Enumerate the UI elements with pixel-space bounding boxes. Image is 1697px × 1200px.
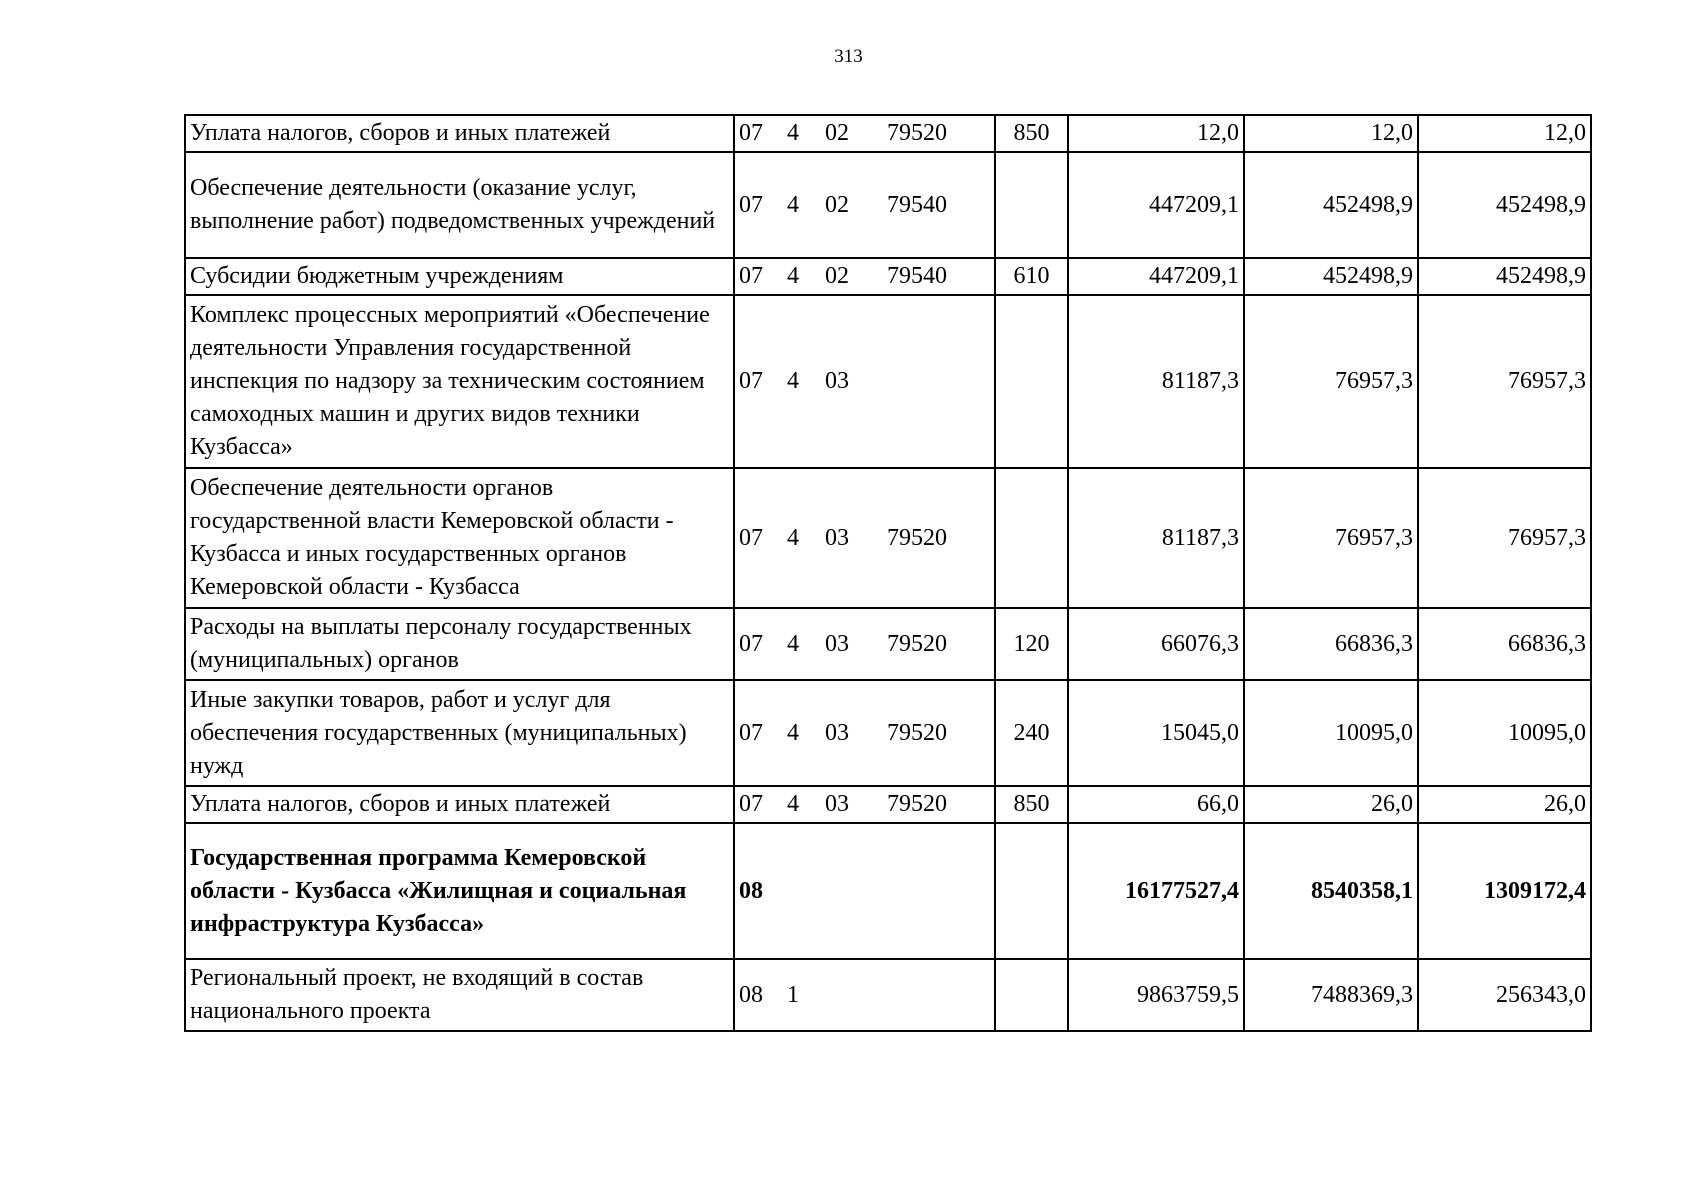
row-amount-1: 447209,1 (1068, 152, 1244, 258)
row-code: 07 4 03 79520 (734, 680, 995, 786)
table-row (185, 258, 1591, 295)
row-code: 07 4 02 79520 (734, 115, 995, 152)
row-amount-2: 26,0 (1244, 786, 1418, 823)
row-code: 08 (734, 823, 995, 959)
row-name: Расходы на выплаты персоналу государственных (муниципальных) органов (185, 608, 734, 680)
row-amount-3: 76957,3 (1418, 295, 1591, 468)
row-amount-1: 447209,1 (1068, 258, 1244, 295)
row-name: Региональный проект, не входящий в состав национального проекта (185, 959, 734, 1031)
table-row (185, 152, 1591, 258)
row-amount-2: 10095,0 (1244, 680, 1418, 786)
row-amount-1: 16177527,4 (1068, 823, 1244, 959)
row-amount-3: 452498,9 (1418, 258, 1591, 295)
row-amount-1: 81187,3 (1068, 468, 1244, 608)
page-number: 313 (834, 46, 863, 67)
row-amount-3: 452498,9 (1418, 152, 1591, 258)
row-expense-type: 240 (995, 680, 1068, 786)
row-expense-type (995, 468, 1068, 608)
table-row (185, 786, 1591, 823)
row-amount-2: 66836,3 (1244, 608, 1418, 680)
row-amount-2: 452498,9 (1244, 258, 1418, 295)
row-amount-1: 66,0 (1068, 786, 1244, 823)
table-row (185, 959, 1591, 1031)
row-amount-1: 12,0 (1068, 115, 1244, 152)
row-expense-type: 610 (995, 258, 1068, 295)
table-row (185, 115, 1591, 152)
row-code: 07 4 02 79540 (734, 258, 995, 295)
row-amount-3: 26,0 (1418, 786, 1591, 823)
row-code: 08 1 (734, 959, 995, 1031)
row-name: Иные закупки товаров, работ и услуг для обеспечения государственных (муниципальных) нужд (185, 680, 734, 786)
row-amount-2: 76957,3 (1244, 468, 1418, 608)
row-amount-1: 15045,0 (1068, 680, 1244, 786)
row-expense-type (995, 295, 1068, 468)
row-name: Государственная программа Кемеровской области - Кузбасса «Жилищная и социальная инфраструктура Кузбасса» (185, 823, 734, 959)
row-expense-type: 850 (995, 786, 1068, 823)
row-expense-type (995, 823, 1068, 959)
row-code: 07 4 03 79520 (734, 608, 995, 680)
row-amount-2: 8540358,1 (1244, 823, 1418, 959)
row-code: 07 4 03 (734, 295, 995, 468)
row-expense-type: 850 (995, 115, 1068, 152)
row-amount-3: 10095,0 (1418, 680, 1591, 786)
row-name: Комплекс процессных мероприятий «Обеспечение деятельности Управления государственной инспекция по надзору за техническим состоянием самоходных машин и других видов техники Кузбасса» (185, 295, 734, 468)
row-name: Субсидии бюджетным учреждениям (185, 258, 734, 295)
row-expense-type (995, 152, 1068, 258)
row-amount-2: 12,0 (1244, 115, 1418, 152)
row-amount-3: 76957,3 (1418, 468, 1591, 608)
row-amount-3: 256343,0 (1418, 959, 1591, 1031)
row-name: Обеспечение деятельности органов государственной власти Кемеровской области - Кузбасса и иных государственных органов Кемеровской области - Кузбасса (185, 468, 734, 608)
row-amount-3: 66836,3 (1418, 608, 1591, 680)
table-row (185, 823, 1591, 959)
budget-table (184, 114, 1592, 1032)
table-row (185, 608, 1591, 680)
row-name: Уплата налогов, сборов и иных платежей (185, 115, 734, 152)
row-amount-2: 452498,9 (1244, 152, 1418, 258)
row-code: 07 4 03 79520 (734, 786, 995, 823)
row-amount-3: 1309172,4 (1418, 823, 1591, 959)
row-amount-3: 12,0 (1418, 115, 1591, 152)
row-amount-2: 7488369,3 (1244, 959, 1418, 1031)
row-amount-1: 81187,3 (1068, 295, 1244, 468)
row-code: 07 4 02 79540 (734, 152, 995, 258)
row-name: Уплата налогов, сборов и иных платежей (185, 786, 734, 823)
row-expense-type (995, 959, 1068, 1031)
row-amount-1: 66076,3 (1068, 608, 1244, 680)
row-code: 07 4 03 79520 (734, 468, 995, 608)
table-row (185, 468, 1591, 608)
table-row (185, 680, 1591, 786)
row-expense-type: 120 (995, 608, 1068, 680)
row-name: Обеспечение деятельности (оказание услуг, выполнение работ) подведомственных учреждений (185, 152, 734, 258)
table-row (185, 295, 1591, 468)
row-amount-1: 9863759,5 (1068, 959, 1244, 1031)
row-amount-2: 76957,3 (1244, 295, 1418, 468)
